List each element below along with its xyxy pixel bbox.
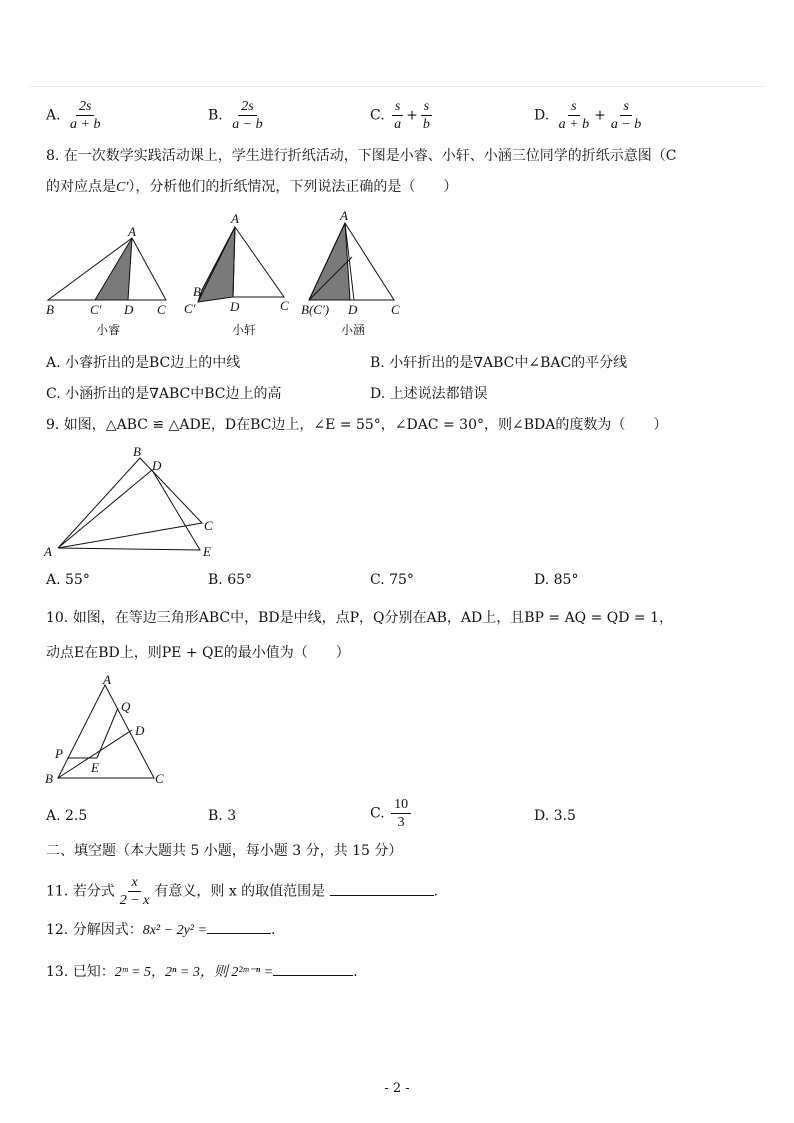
page-number: - 2 -: [384, 1081, 410, 1096]
q13-text: 13. 已知：2ᵐ = 5，2ⁿ = 3，则 2²ᵐ⁻ⁿ = .: [46, 961, 358, 984]
q9-label-b: B: [133, 444, 141, 459]
q9-label-e: E: [203, 544, 211, 559]
q10-label-p: P: [55, 746, 63, 761]
q9-figure: [0, 440, 794, 565]
q10-label-b: B: [45, 771, 53, 786]
q9-label-c: C: [204, 518, 213, 533]
fig1-label-d: D: [124, 302, 134, 317]
fig2-label-a: A: [231, 211, 239, 226]
q13-answer-blank[interactable]: [273, 961, 353, 976]
q7-d-frac1: $\frac{s}{a + b}$: [558, 99, 590, 132]
q7-option-a: A. $\frac{2s}{a + b}$: [46, 98, 105, 133]
q7-option-d: D. $\frac{s}{a + b}$ + $\frac{s}{a - b}$: [534, 98, 646, 133]
q10-figure: [0, 670, 794, 790]
q8-text-line2: 的对应点是C′），分析他们的折纸情况，下列说法正确的是（ ）: [46, 179, 458, 195]
fig3-label-bcp: B(C′): [301, 302, 330, 317]
q8-figure-xiaorui: [46, 224, 166, 337]
fig2-label-d: D: [230, 299, 240, 314]
q10-option-b: B. 3: [208, 808, 237, 824]
q8-text-line1: 8. 在一次数学实践活动课上，学生进行折纸活动，下图是小睿、小轩、小涵三位同学的折纸示意图（C: [46, 148, 677, 164]
fig1-label-cp: C′: [90, 302, 102, 317]
fig2-caption: 小轩: [232, 323, 257, 337]
fig1-label-c: C: [157, 302, 166, 317]
q7-a-fraction: $\frac{2s}{a + b}$: [70, 99, 101, 132]
q8-option-a: A. 小睿折出的是BC边上的中线: [46, 355, 241, 371]
fig2-label-b: B: [193, 284, 201, 299]
q12-text: 12. 分解因式：8x² − 2y² = .: [46, 919, 275, 942]
q9-option-a: A. 55°: [46, 572, 90, 588]
fig3-label-a: A: [340, 208, 348, 223]
q10-label-c: C: [155, 771, 164, 786]
q10-label-d: D: [135, 723, 145, 738]
section-2-heading: 二、填空题（本大题共 5 小题，每小题 3 分，共 15 分）: [46, 843, 403, 859]
q10-option-a: A. 2.5: [46, 808, 88, 824]
q10-option-d: D. 3.5: [534, 808, 576, 824]
q7-b-fraction: $\frac{2s}{a - b}$: [232, 99, 263, 132]
q8-figure-xiaoxuan: [184, 211, 289, 337]
fig1-label-a: A: [128, 224, 136, 239]
q11-fraction: $\frac{x}{2 - x}$: [119, 875, 150, 908]
fig2-label-c: C: [280, 298, 289, 313]
q9-label-d: D: [152, 458, 162, 473]
q7-option-c: C. $\frac{s}{a}$ + $\frac{s}{b}$: [370, 98, 435, 133]
q8-figures: [0, 205, 794, 345]
fig3-label-c: C: [391, 302, 400, 317]
q8-option-d: D. 上述说法都错误: [370, 386, 488, 402]
q9-option-b: B. 65°: [208, 572, 253, 588]
q10-label-a: A: [103, 672, 111, 687]
q11-text: 11. 若分式 $\frac{x}{2 - x}$ 有意义，则 x 的取值范围是 .: [46, 875, 439, 908]
q7-c-frac1: $\frac{s}{a}$: [391, 98, 404, 133]
q10-text-line2: 动点E在BD上，则PE + QE的最小值为（ ）: [46, 645, 350, 661]
q10-text-line1: 10. 如图，在等边三角形ABC中，BD是中线，点P，Q分别在AB，AD上，且BP = AQ = QD = 1，: [46, 610, 674, 626]
q10-option-c: C. $\frac{10}{3}$: [370, 796, 413, 831]
q8-option-c: C. 小涵折出的是∇ABC中BC边上的高: [46, 386, 282, 402]
q10-label-e: E: [91, 760, 99, 775]
fig3-label-d: D: [348, 302, 358, 317]
fig2-label-cp: C′: [184, 301, 196, 316]
q8-option-b: B. 小轩折出的是∇ABC中∠BAC的平分线: [370, 355, 628, 371]
q10-c-fraction: $\frac{10}{3}$: [391, 796, 411, 831]
q8-figure-xiaohan: [301, 208, 400, 337]
fig3-caption: 小涵: [341, 323, 366, 337]
header-rule: [30, 86, 764, 87]
q7-option-b: B. $\frac{2s}{a - b}$: [208, 98, 268, 133]
q12-answer-blank[interactable]: [207, 919, 271, 934]
q11-answer-blank[interactable]: [330, 881, 434, 896]
q9-label-a: A: [44, 544, 52, 559]
q9-text: 9. 如图，△ABC ≌ △ADE，D在BC边上，∠E = 55°，∠DAC = 30°，则∠BDA的度数为（ ）: [46, 417, 668, 433]
q9-option-d: D. 85°: [534, 572, 579, 588]
q7-d-frac2: $\frac{s}{a - b}$: [610, 99, 642, 132]
q7-c-frac2: $\frac{s}{b}$: [420, 98, 433, 133]
fig1-label-b: B: [46, 302, 54, 317]
fig1-caption: 小睿: [96, 323, 121, 337]
q10-label-q: Q: [121, 699, 131, 714]
q9-option-c: C. 75°: [370, 572, 414, 588]
